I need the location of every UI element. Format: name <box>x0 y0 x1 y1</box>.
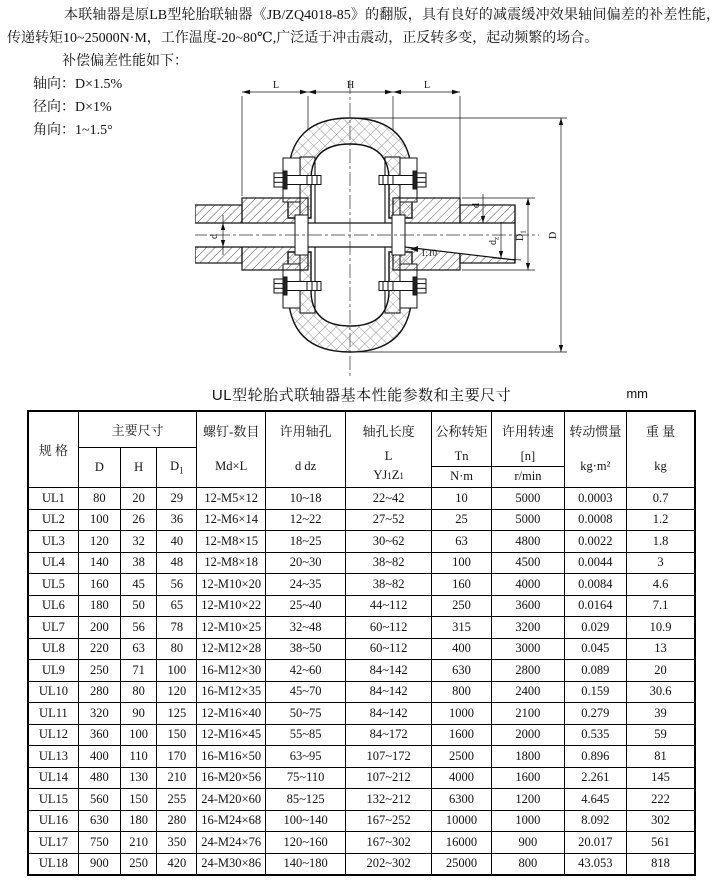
table-cell: 20 <box>627 660 696 682</box>
table-row <box>28 789 695 811</box>
table-cell: 20~30 <box>265 552 345 574</box>
table-cell: 400 <box>78 746 120 768</box>
table-cell: 29 <box>157 488 197 510</box>
table-cell: 100 <box>157 660 197 682</box>
table-cell: 2500 <box>431 746 491 768</box>
header-bore: 许用轴孔 d dz <box>265 411 345 488</box>
table-row <box>28 488 695 510</box>
table-cell: 20 <box>121 488 157 510</box>
table-cell: 132~212 <box>346 789 432 811</box>
table-cell: 1000 <box>492 810 564 832</box>
table-cell: 170 <box>157 746 197 768</box>
table-cell: 38~50 <box>265 638 345 660</box>
spec-axial: 轴向：D×1.5% <box>33 77 123 92</box>
table-cell: 130 <box>121 767 157 789</box>
header-spec: 规 格 <box>28 411 78 488</box>
table-cell: 0.159 <box>564 681 626 703</box>
table-cell: UL10 <box>28 681 78 703</box>
table-cell: 202~302 <box>346 853 432 875</box>
table-cell: UL8 <box>28 638 78 660</box>
table-row <box>28 531 695 553</box>
table-cell: 210 <box>157 767 197 789</box>
table-cell: UL17 <box>28 832 78 854</box>
table-cell: 140~180 <box>265 853 345 875</box>
table-row <box>28 703 695 725</box>
header-inertia: 转动惯量 kg·m² <box>564 411 626 488</box>
table-cell: 18~25 <box>265 531 345 553</box>
table-cell: 0.535 <box>564 724 626 746</box>
table-cell: 1600 <box>492 767 564 789</box>
table-cell: 43.053 <box>564 853 626 875</box>
table-cell: 302 <box>627 810 696 832</box>
table-cell: 210 <box>121 832 157 854</box>
table-cell: 4.6 <box>627 574 696 596</box>
table-cell: 45~70 <box>265 681 345 703</box>
table-cell: 1.2 <box>627 509 696 531</box>
table-cell: 5000 <box>492 509 564 531</box>
table-cell: 250 <box>431 595 491 617</box>
table-cell: 167~302 <box>346 832 432 854</box>
header-H: H <box>121 448 157 488</box>
table-cell: 16-M12×30 <box>197 660 265 682</box>
table-cell: 75~110 <box>265 767 345 789</box>
table-cell: 3 <box>627 552 696 574</box>
dim-label-d: d <box>471 203 482 208</box>
table-cell: UL14 <box>28 767 78 789</box>
table-cell: 16-M16×50 <box>197 746 265 768</box>
table-cell: 180 <box>121 810 157 832</box>
table-cell: 250 <box>121 853 157 875</box>
table-cell: UL13 <box>28 746 78 768</box>
table-cell: 32~48 <box>265 617 345 639</box>
table-cell: 2000 <box>492 724 564 746</box>
table-cell: 13 <box>627 638 696 660</box>
table-cell: 160 <box>78 574 120 596</box>
table-cell: 150 <box>121 789 157 811</box>
table-cell: 12-M5×12 <box>197 488 265 510</box>
table-cell: 12-M6×14 <box>197 509 265 531</box>
header-length: 轴孔长度 L YJ 1 Z 1 <box>346 411 432 488</box>
table-cell: 44~112 <box>346 595 432 617</box>
spec-table-body <box>28 488 695 876</box>
table-cell: 3200 <box>492 617 564 639</box>
table-cell: 12-M10×20 <box>197 574 265 596</box>
table-cell: 3000 <box>492 638 564 660</box>
table-cell: 400 <box>431 638 491 660</box>
table-cell: 200 <box>78 617 120 639</box>
table-cell: 24~35 <box>265 574 345 596</box>
table-cell: 24-M30×86 <box>197 853 265 875</box>
table-cell: 360 <box>78 724 120 746</box>
taper-label: 1:10 <box>421 248 438 258</box>
table-cell: 120 <box>78 531 120 553</box>
table-cell: 150 <box>157 724 197 746</box>
table-cell: 10000 <box>431 810 491 832</box>
table-cell: UL18 <box>28 853 78 875</box>
table-cell: 280 <box>157 810 197 832</box>
table-cell: 71 <box>121 660 157 682</box>
table-row <box>28 638 695 660</box>
table-cell: 84~172 <box>346 724 432 746</box>
table-cell: 1200 <box>492 789 564 811</box>
table-cell: 0.0022 <box>564 531 626 553</box>
table-cell: 0.089 <box>564 660 626 682</box>
table-row <box>28 617 695 639</box>
table-row <box>28 810 695 832</box>
header-weight: 重 量 kg <box>627 411 696 488</box>
table-cell: 55~85 <box>265 724 345 746</box>
table-cell: UL9 <box>28 660 78 682</box>
table-cell: 220 <box>78 638 120 660</box>
table-cell: 160 <box>431 574 491 596</box>
table-cell: 800 <box>492 853 564 875</box>
dim-label-d1: $D_1$ <box>515 230 528 241</box>
table-cell: 4500 <box>492 552 564 574</box>
table-cell: 100 <box>121 724 157 746</box>
table-cell: 38 <box>121 552 157 574</box>
table-cell: 167~252 <box>346 810 432 832</box>
table-cell: 1000 <box>431 703 491 725</box>
table-cell: 320 <box>78 703 120 725</box>
table-cell: 2.261 <box>564 767 626 789</box>
table-cell: 26 <box>121 509 157 531</box>
table-cell: UL12 <box>28 724 78 746</box>
table-cell: 2100 <box>492 703 564 725</box>
table-cell: 50 <box>121 595 157 617</box>
coupling-diagram <box>195 72 635 384</box>
table-section <box>27 384 696 876</box>
table-cell: 56 <box>157 574 197 596</box>
table-cell: 24-M24×76 <box>197 832 265 854</box>
table-cell: 63 <box>121 638 157 660</box>
table-cell: 560 <box>78 789 120 811</box>
table-cell: UL16 <box>28 810 78 832</box>
table-cell: 80 <box>78 488 120 510</box>
dim-label-l-right: L <box>424 80 431 91</box>
table-cell: 16-M24×68 <box>197 810 265 832</box>
table-cell: 38~82 <box>346 574 432 596</box>
table-cell: 255 <box>157 789 197 811</box>
table-cell: 0.0084 <box>564 574 626 596</box>
table-row <box>28 832 695 854</box>
intro-paragraph: 本联轴器是原LB型轮胎联轴器《JB/ZQ4018-85》的翻版，具有良好的减震缓冲效果轴间偏差的补差性能，传递转矩10~25000N·M，工作温度-20~80℃,广泛适于冲击震动，正反转多变，起动频繁的场合。 <box>7 8 720 46</box>
table-cell: 630 <box>78 810 120 832</box>
table-cell: 1800 <box>492 746 564 768</box>
table-cell: 10~18 <box>265 488 345 510</box>
table-cell: 90 <box>121 703 157 725</box>
header-screw: 螺钉-数目 Md×L <box>197 411 265 488</box>
table-cell: 100 <box>431 552 491 574</box>
table-cell: 25~40 <box>265 595 345 617</box>
table-cell: 0.0044 <box>564 552 626 574</box>
table-cell: 78 <box>157 617 197 639</box>
table-cell: 32 <box>121 531 157 553</box>
table-cell: 0.029 <box>564 617 626 639</box>
table-cell: 45 <box>121 574 157 596</box>
table-cell: 280 <box>78 681 120 703</box>
table-row <box>28 746 695 768</box>
table-cell: 80 <box>157 638 197 660</box>
table-cell: 27~52 <box>346 509 432 531</box>
table-row <box>28 724 695 746</box>
table-cell: 120~160 <box>265 832 345 854</box>
unit-label: mm <box>626 386 648 401</box>
table-row <box>28 552 695 574</box>
table-cell: 85~125 <box>265 789 345 811</box>
table-cell: 12-M16×40 <box>197 703 265 725</box>
header-torque: 公称转矩 Tn N·m <box>431 411 491 488</box>
dim-label-bore-d: d <box>209 234 220 239</box>
table-cell: 81 <box>627 746 696 768</box>
table-cell: 0.0164 <box>564 595 626 617</box>
table-cell: 36 <box>157 509 197 531</box>
table-cell: 16000 <box>431 832 491 854</box>
table-cell: 222 <box>627 789 696 811</box>
table-cell: 120 <box>157 681 197 703</box>
table-cell: UL1 <box>28 488 78 510</box>
table-cell: 60~112 <box>346 638 432 660</box>
table-cell: 48 <box>157 552 197 574</box>
table-cell: 6300 <box>431 789 491 811</box>
header-D: D <box>78 448 120 488</box>
table-cell: 4000 <box>492 574 564 596</box>
table-cell: 30.6 <box>627 681 696 703</box>
table-cell: UL5 <box>28 574 78 596</box>
table-cell: 12-M16×45 <box>197 724 265 746</box>
table-row <box>28 509 695 531</box>
table-cell: 12-M8×18 <box>197 552 265 574</box>
table-cell: 20.017 <box>564 832 626 854</box>
table-cell: 0.7 <box>627 488 696 510</box>
table-cell: 0.0003 <box>564 488 626 510</box>
table-cell: 63~95 <box>265 746 345 768</box>
table-cell: 30~62 <box>346 531 432 553</box>
table-cell: 84~142 <box>346 660 432 682</box>
table-cell: 25000 <box>431 853 491 875</box>
table-cell: 0.279 <box>564 703 626 725</box>
table-cell: 80 <box>121 681 157 703</box>
table-cell: 10.9 <box>627 617 696 639</box>
table-cell: 561 <box>627 832 696 854</box>
table-row <box>28 681 695 703</box>
table-cell: 40 <box>157 531 197 553</box>
table-cell: 12-M10×22 <box>197 595 265 617</box>
table-cell: UL2 <box>28 509 78 531</box>
table-cell: 2400 <box>492 681 564 703</box>
table-cell: 4.645 <box>564 789 626 811</box>
dim-label-h: H <box>347 80 355 91</box>
table-cell: 750 <box>78 832 120 854</box>
compensation-title: 补偿偏差性能如下： <box>62 54 188 69</box>
table-cell: 16-M12×35 <box>197 681 265 703</box>
table-cell: 4800 <box>492 531 564 553</box>
table-cell: 63 <box>431 531 491 553</box>
table-row <box>28 595 695 617</box>
table-cell: 4000 <box>431 767 491 789</box>
table-cell: 800 <box>431 681 491 703</box>
table-cell: 480 <box>78 767 120 789</box>
table-row <box>28 660 695 682</box>
table-cell: 107~212 <box>346 767 432 789</box>
header-main-dims: 主要尺寸 <box>78 411 197 448</box>
table-cell: UL11 <box>28 703 78 725</box>
table-row <box>28 767 695 789</box>
header-D1: $D_1$ <box>157 448 197 488</box>
table-cell: 56 <box>121 617 157 639</box>
table-row <box>28 574 695 596</box>
table-cell: UL6 <box>28 595 78 617</box>
table-title: UL型轮胎式联轴器基本性能参数和主要尺寸 <box>211 387 512 404</box>
table-cell: UL15 <box>28 789 78 811</box>
table-cell: 12-M12×28 <box>197 638 265 660</box>
dim-label-l-left: L <box>273 80 280 91</box>
table-cell: 39 <box>627 703 696 725</box>
table-cell: 125 <box>157 703 197 725</box>
table-cell: 59 <box>627 724 696 746</box>
table-cell: 0.896 <box>564 746 626 768</box>
table-cell: 8.092 <box>564 810 626 832</box>
table-cell: 180 <box>78 595 120 617</box>
table-cell: 145 <box>627 767 696 789</box>
table-cell: 350 <box>157 832 197 854</box>
table-cell: UL7 <box>28 617 78 639</box>
table-cell: 25 <box>431 509 491 531</box>
table-cell: 100 <box>78 509 120 531</box>
table-cell: 50~75 <box>265 703 345 725</box>
table-cell: 12~22 <box>265 509 345 531</box>
dim-label-dz: $d_z$ <box>488 236 501 245</box>
spec-table <box>27 410 696 876</box>
table-cell: 24-M20×60 <box>197 789 265 811</box>
table-header <box>28 411 695 488</box>
table-cell: 65 <box>157 595 197 617</box>
dim-label-outer-d: D <box>548 231 559 239</box>
header-speed: 许用转速 [n] r/min <box>492 411 564 488</box>
table-cell: 10 <box>431 488 491 510</box>
table-cell: 60~112 <box>346 617 432 639</box>
table-cell: 3600 <box>492 595 564 617</box>
spec-angular: 角向：1~1.5° <box>33 123 113 138</box>
table-cell: 42~60 <box>265 660 345 682</box>
table-cell: 900 <box>78 853 120 875</box>
table-cell: 250 <box>78 660 120 682</box>
table-cell: UL4 <box>28 552 78 574</box>
table-cell: 630 <box>431 660 491 682</box>
table-cell: 1.8 <box>627 531 696 553</box>
table-cell: 16-M20×56 <box>197 767 265 789</box>
table-cell: 900 <box>492 832 564 854</box>
table-cell: 2800 <box>492 660 564 682</box>
table-cell: 38~82 <box>346 552 432 574</box>
table-cell: UL3 <box>28 531 78 553</box>
table-cell: 140 <box>78 552 120 574</box>
table-cell: 5000 <box>492 488 564 510</box>
table-cell: 0.0008 <box>564 509 626 531</box>
table-cell: 22~42 <box>346 488 432 510</box>
table-cell: 84~142 <box>346 681 432 703</box>
table-cell: 1600 <box>431 724 491 746</box>
table-cell: 7.1 <box>627 595 696 617</box>
table-cell: 84~142 <box>346 703 432 725</box>
table-cell: 107~172 <box>346 746 432 768</box>
table-cell: 110 <box>121 746 157 768</box>
spec-radial: 径向：D×1% <box>33 100 112 115</box>
table-cell: 12-M8×15 <box>197 531 265 553</box>
table-row <box>28 853 695 875</box>
table-cell: 315 <box>431 617 491 639</box>
table-cell: 12-M10×25 <box>197 617 265 639</box>
table-cell: 420 <box>157 853 197 875</box>
table-cell: 0.045 <box>564 638 626 660</box>
table-cell: 818 <box>627 853 696 875</box>
table-cell: 100~140 <box>265 810 345 832</box>
